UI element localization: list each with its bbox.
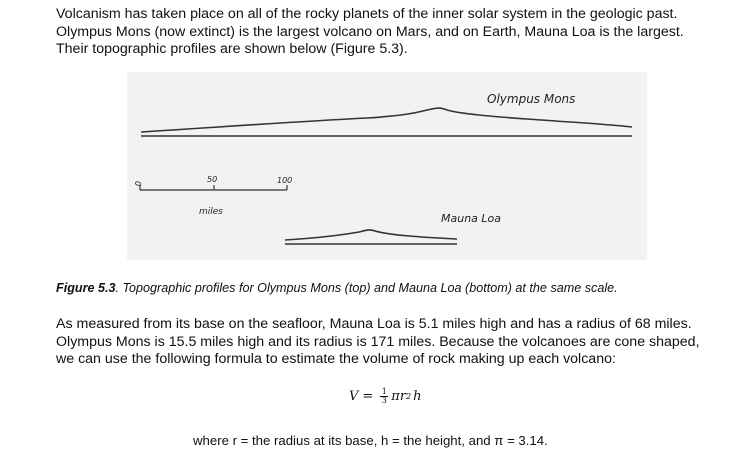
scale-tick-0: 0	[133, 181, 142, 187]
measure-line-1: As measured from its base on the seafloor, Mauna Loa is 5.1 miles high and has a radius of 68 miles.	[56, 316, 692, 332]
formula-h: h	[413, 389, 422, 404]
formula-definitions: where r = the radius at its base, h = the height, and π = 3.14.	[193, 433, 548, 448]
formula-fraction	[380, 388, 388, 405]
fraction-numerator: 1	[381, 387, 387, 396]
caption-text: . Topographic profiles for Olympus Mons (top) and Mauna Loa (bottom) at the same scale.	[115, 281, 618, 295]
fraction-denominator: 3	[381, 396, 387, 405]
formula-lhs: V	[349, 389, 359, 404]
measure-line-3: we can use the following formula to estimate the volume of rock making up each volcano:	[56, 351, 616, 367]
intro-paragraph	[56, 6, 746, 59]
profile-drawing	[127, 72, 647, 260]
figure-caption	[56, 281, 618, 295]
cone-volume-formula	[349, 388, 422, 405]
olympus-mons-label: Olympus Mons	[487, 92, 576, 106]
scale-tick-100: 100	[277, 176, 293, 185]
measure-line-2: Olympus Mons is 15.5 miles high and its radius is 171 miles. Because the volcanoes are cone shaped,	[56, 333, 700, 350]
intro-line-3: Their topographic profiles are shown below (Figure 5.3).	[56, 41, 408, 57]
mauna-loa-profile	[285, 230, 457, 240]
scale-unit-label: miles	[199, 207, 223, 217]
intro-line-2: Olympus Mons (now extinct) is the largest volcano on Mars, and on Earth, Mauna Loa is the largest.	[56, 23, 684, 40]
scale-tick-50: 50	[207, 175, 218, 184]
formula-equals: =	[362, 389, 374, 404]
formula-exponent: 2	[406, 392, 412, 401]
caption-label: Figure 5.3	[56, 281, 116, 295]
formula-pi: π	[391, 389, 400, 404]
intro-line-1: Volcanism has taken place on all of the rocky planets of the inner solar system in the geologic past.	[56, 6, 678, 22]
olympus-mons-profile	[141, 108, 632, 132]
measurement-paragraph	[56, 316, 746, 369]
formula-r: r	[399, 389, 407, 404]
topographic-profile-figure	[127, 72, 647, 260]
mauna-loa-label: Mauna Loa	[441, 212, 502, 225]
